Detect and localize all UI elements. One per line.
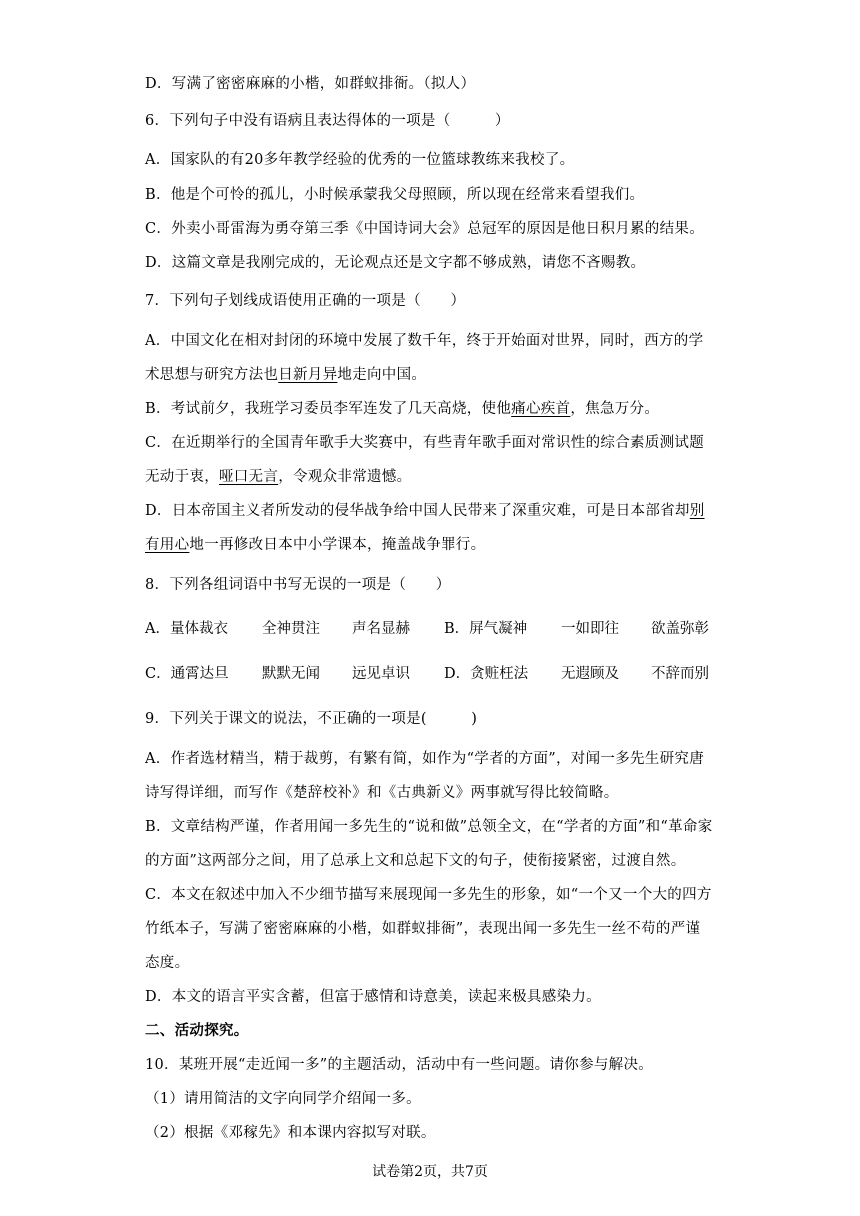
q9-option-b-line2: 的方面”这两部分之间，用了总承上文和总起下文的句子，使衔接紧密，过渡自然。 xyxy=(145,853,686,869)
q8-a-word3: 声名显赫 xyxy=(352,621,410,637)
q5-option-d: D．写满了密密麻麻的小楷，如群蚁排衙。（拟人） xyxy=(145,76,476,92)
text: 地一再修改日本中小学课本，掩盖战争罪行。 xyxy=(189,537,486,553)
underlined-idiom: 痛心疾首 xyxy=(511,401,571,417)
q8-b-word3: 欲盖弥彰 xyxy=(651,621,709,637)
text: D．日本帝国主义者所发动的侵华战争给中国人民带来了深重灾难，可是日本部省却 xyxy=(145,503,690,519)
underlined-idiom: 有用心 xyxy=(145,537,190,553)
underlined-idiom: 日新月异 xyxy=(278,367,338,383)
q6-option-a: A．国家队的有20多年教学经验的优秀的一位篮球教练来我校了。 xyxy=(145,152,575,168)
q8-d-word3: 不辞而别 xyxy=(651,666,709,682)
q8-c-word2: 默默无闻 xyxy=(262,666,320,682)
q6-option-b: B．他是个可怜的孤儿，小时候承蒙我父母照顾，所以现在经常来看望我们。 xyxy=(145,187,645,203)
q7-option-c-line2 xyxy=(145,467,411,487)
q7-stem: 7．下列句子划线成语使用正确的一项是（ ） xyxy=(145,293,466,309)
text: ，焦急万分。 xyxy=(570,401,660,417)
q7-option-c-line1: C．在近期举行的全国青年歌手大奖赛中，有些青年歌手面对常识性的综合素质测试题 xyxy=(145,435,704,451)
q8-a-word2: 全神贯注 xyxy=(262,621,320,637)
q8-d-word2: 无遐顾及 xyxy=(561,666,619,682)
q6-option-d: D．这篇文章是我刚完成的，无论观点还是文字都不够成熟，请您不吝赐教。 xyxy=(145,255,646,271)
q8-b-word2: 一如即往 xyxy=(561,621,619,637)
q8-b-word1: B．屏气凝神 xyxy=(444,621,528,637)
text: 无动于衷， xyxy=(145,469,219,485)
q7-option-b xyxy=(145,399,659,419)
text: ，令观众非常遗憾。 xyxy=(278,469,412,485)
text: 术思想与研究方法也 xyxy=(145,367,279,383)
q10-stem: 10．某班开展“走近闻一多”的主题活动，活动中有一些问题。请你参与解决。 xyxy=(145,1057,654,1073)
q8-stem: 8．下列各组词语中书写无误的一项是（ ） xyxy=(145,577,451,593)
q7-option-a-line2 xyxy=(145,365,426,385)
q9-option-c-line2: 竹纸本子，写满了密密麻麻的小楷，如群蚁排衙”，表现出闻一多先生一丝不苟的严谨 xyxy=(145,921,701,937)
q6-stem: 6．下列句子中没有语病且表达得体的一项是（ ） xyxy=(145,113,510,129)
q8-a-word1: A．量体裁衣 xyxy=(145,621,228,637)
q8-c-word1: C．通霄达旦 xyxy=(145,666,229,682)
q9-option-a-line1: A．作者选材精当，精于裁剪，有繁有简，如作为“学者的方面”，对闻一多先生研究唐 xyxy=(145,751,704,767)
q8-c-word3: 远见卓识 xyxy=(352,666,410,682)
text: B．考试前夕，我班学习委员李军连发了几天高烧，使他 xyxy=(145,401,512,417)
q7-option-a-line1: A．中国文化在相对封闭的环境中发展了数千年，终于开始面对世界，同时，西方的学 xyxy=(145,333,704,349)
q9-option-d: D．本文的语言平实含蓄，但富于感情和诗意美，读起来极具感染力。 xyxy=(145,989,601,1005)
q9-option-a-line2: 诗写得详细，而写作《楚辞校补》和《古典新义》两事就写得比较简略。 xyxy=(145,785,619,801)
q7-option-d-line2 xyxy=(145,535,485,555)
underlined-idiom: 哑口无言 xyxy=(219,469,279,485)
q7-option-d-line1 xyxy=(145,501,705,521)
page-footer: 试卷第2页，共7页 xyxy=(372,1164,488,1180)
section-2-heading: 二、活动探究。 xyxy=(145,1022,249,1039)
text: 地走向中国。 xyxy=(337,367,427,383)
q10-part-2: （2）根据《邓稼先》和本课内容拟写对联。 xyxy=(145,1125,436,1141)
q6-option-c: C．外卖小哥雷海为勇夺第三季《中国诗词大会》总冠军的原因是他日积月累的结果。 xyxy=(145,221,704,237)
q8-d-word1: D．贪赃枉法 xyxy=(444,666,529,682)
q9-option-c-line1: C．本文在叙述中加入不少细节描写来展现闻一多先生的形象，如“一个又一个大的四方 xyxy=(145,887,712,903)
q9-stem: 9．下列关于课文的说法，不正确的一项是( ) xyxy=(145,711,478,727)
q9-option-c-line3: 态度。 xyxy=(145,955,190,971)
underlined-idiom: 别 xyxy=(689,503,705,519)
q10-part-1: （1）请用简洁的文字向同学介绍闻一多。 xyxy=(145,1091,421,1107)
q9-option-b-line1: B．文章结构严谨，作者用闻一多先生的“说和做”总领全文，在“学者的方面”和“革命家 xyxy=(145,819,713,835)
